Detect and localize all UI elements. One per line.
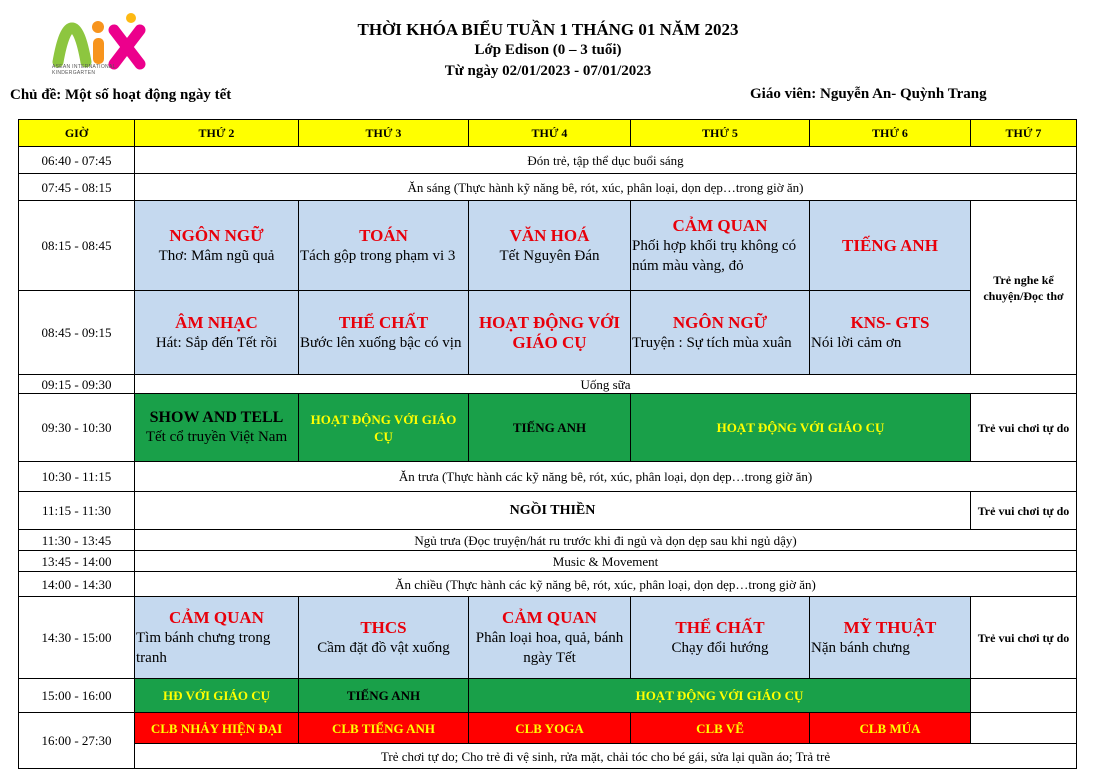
activity-cell: Music & Movement <box>135 551 1077 572</box>
subject: NGÔN NGỮ <box>672 312 768 332</box>
col-thu: THỨ 5 <box>631 120 810 147</box>
lesson-cell <box>631 291 810 375</box>
subject: NGÔN NGỮ <box>169 225 264 245</box>
lesson-desc: Nặn bánh chưng <box>811 639 910 656</box>
col-tue: THỨ 3 <box>299 120 469 147</box>
subject: VĂN HOÁ <box>509 225 590 245</box>
table-row <box>19 394 1077 462</box>
table-row <box>19 291 1077 375</box>
activity-cell: Uống sữa <box>135 375 1077 394</box>
lesson-cell <box>299 291 469 375</box>
lesson-desc: Nói lời cảm ơn <box>811 334 902 351</box>
subject: TOÁN <box>359 225 408 245</box>
lesson-cell <box>469 201 631 291</box>
lesson-desc: Thơ: Mâm ngũ quả <box>158 247 275 264</box>
col-fri: THỨ 6 <box>810 120 971 147</box>
time-cell: 09:15 - 09:30 <box>19 375 135 394</box>
table-row <box>19 530 1077 551</box>
lesson-cell <box>299 201 469 291</box>
lesson-cell <box>469 597 631 679</box>
activity-cell: Trẻ chơi tự do; Cho trẻ đi vệ sinh, rửa mặt, chải tóc cho bé gái, sửa lại quần áo; Trả trẻ <box>135 744 1077 769</box>
lesson-desc: Hát: Sắp đến Tết rồi <box>155 334 278 351</box>
lesson-cell <box>135 597 299 679</box>
class-name: Lớp Edison (0 – 3 tuổi) <box>474 42 622 58</box>
teacher: Giáo viên: Nguyễn An- Quỳnh Trang <box>750 86 987 102</box>
logo-subtitle-line2: KINDERGARTEN <box>52 70 96 76</box>
table-row <box>19 713 1077 744</box>
club-cell: CLB TIẾNG ANH <box>299 713 469 744</box>
activity-cell: Ngủ trưa (Đọc truyện/hát ru trước khi đi ngủ và dọn dẹp sau khi ngủ dậy) <box>135 530 1077 551</box>
time-cell: 15:00 - 16:00 <box>19 679 135 713</box>
club-cell: CLB YOGA <box>469 713 631 744</box>
subject: CẢM QUAN <box>502 607 597 627</box>
subject: MỸ THUẬT <box>843 617 937 637</box>
table-row <box>19 679 1077 713</box>
time-cell: 11:30 - 13:45 <box>19 530 135 551</box>
table-row <box>19 744 1077 769</box>
date-range: Từ ngày 02/01/2023 - 07/01/2023 <box>444 63 652 79</box>
subject: HOẠT ĐỘNG VỚI GIÁO CỤ <box>478 312 621 352</box>
time-cell: 07:45 - 08:15 <box>19 174 135 201</box>
empty-cell <box>971 679 1077 713</box>
activity-cell: Ăn sáng (Thực hành kỹ năng bê, rót, xúc, phân loại, dọn dẹp…trong giờ ăn) <box>135 174 1077 201</box>
col-wed: THỨ 4 <box>469 120 631 147</box>
table-row <box>19 597 1077 679</box>
page-title: THỜI KHÓA BIỂU TUẦN 1 THÁNG 01 NĂM 2023 <box>357 20 739 39</box>
table-row <box>19 462 1077 492</box>
saturday-cell: Trẻ vui chơi tự do <box>971 492 1077 530</box>
time-cell: 14:30 - 15:00 <box>19 597 135 679</box>
lesson-cell <box>299 597 469 679</box>
lesson-cell <box>135 394 299 462</box>
subject: THỂ CHẤT <box>675 617 765 637</box>
lesson-cell <box>135 201 299 291</box>
time-cell: 06:40 - 07:45 <box>19 147 135 174</box>
activity-cell: NGỒI THIỀN <box>135 492 971 530</box>
club-cell: CLB MÚA <box>810 713 971 744</box>
col-mon: THỨ 2 <box>135 120 299 147</box>
empty-cell <box>971 713 1077 744</box>
lesson-cell <box>810 597 971 679</box>
header-row <box>19 120 1077 147</box>
club-cell: CLB NHẢY HIỆN ĐẠI <box>135 713 299 744</box>
subject: ÂM NHẠC <box>175 312 258 332</box>
logo-subtitle-line1: ASEAN INTERNATIONAL <box>52 64 116 70</box>
lesson-cell: HOẠT ĐỘNG VỚI GIÁO CỤ <box>469 679 971 713</box>
time-cell: 08:45 - 09:15 <box>19 291 135 375</box>
table-row <box>19 375 1077 394</box>
lesson-cell: HOẠT ĐỘNG VỚI GIÁO CỤ <box>299 394 469 462</box>
lesson-desc: Tìm bánh chưng trong tranh <box>136 629 271 666</box>
lesson-desc: Phối hợp khối trụ không có núm màu vàng, đỏ <box>632 237 797 274</box>
col-sat: THỨ 7 <box>971 120 1077 147</box>
time-cell: 11:15 - 11:30 <box>19 492 135 530</box>
table-row <box>19 492 1077 530</box>
time-cell: 14:00 - 14:30 <box>19 572 135 597</box>
subject: SHOW AND TELL <box>149 409 284 426</box>
lesson-desc: Tết cổ truyền Việt Nam <box>145 429 288 445</box>
lesson-cell <box>135 291 299 375</box>
table-row <box>19 174 1077 201</box>
saturday-cell: Trẻ vui chơi tự do <box>971 597 1077 679</box>
lesson-cell <box>631 201 810 291</box>
saturday-cell: Trẻ nghe kể chuyện/Đọc thơ <box>971 201 1077 375</box>
saturday-cell: Trẻ vui chơi tự do <box>971 394 1077 462</box>
lesson-desc: Chạy đổi hướng <box>671 639 769 656</box>
time-cell: 13:45 - 14:00 <box>19 551 135 572</box>
club-cell: CLB VẼ <box>631 713 810 744</box>
table-row <box>19 572 1077 597</box>
lesson-desc: Tết Nguyên Đán <box>499 247 600 264</box>
lesson-cell <box>810 201 971 291</box>
lesson-desc: Tách gộp trong phạm vi 3 <box>300 247 456 264</box>
timetable <box>18 119 1077 769</box>
subject: KNS- GTS <box>850 312 930 332</box>
subject: THỂ CHẤT <box>338 312 429 332</box>
lesson-desc: Cầm đặt đồ vật xuống <box>317 639 450 656</box>
lesson-cell: HOẠT ĐỘNG VỚI GIÁO CỤ <box>631 394 971 462</box>
lesson-cell: HĐ VỚI GIÁO CỤ <box>135 679 299 713</box>
time-cell: 16:00 - 27:30 <box>19 713 135 769</box>
lesson-desc: Phân loại hoa, quả, bánh ngày Tết <box>475 629 624 666</box>
lesson-desc: Bước lên xuống bậc có vịn <box>300 334 462 351</box>
lesson-cell: TIẾNG ANH <box>299 679 469 713</box>
table-row <box>19 551 1077 572</box>
time-cell: 10:30 - 11:15 <box>19 462 135 492</box>
topic: Chủ đề: Một số hoạt động ngày tết <box>10 87 232 103</box>
activity-cell: Đón trẻ, tập thể dục buổi sáng <box>135 147 1077 174</box>
subject: CẢM QUAN <box>672 215 768 235</box>
table-row <box>19 147 1077 174</box>
lesson-cell <box>631 597 810 679</box>
lesson-desc: Truyện : Sự tích mùa xuân <box>632 334 792 351</box>
activity-cell: Ăn trưa (Thực hành các kỹ năng bê, rót, xúc, phân loại, dọn dẹp…trong giờ ăn) <box>135 462 1077 492</box>
time-cell: 09:30 - 10:30 <box>19 394 135 462</box>
subject: THCS <box>360 617 407 637</box>
lesson-cell: TIẾNG ANH <box>469 394 631 462</box>
activity-cell: Ăn chiều (Thực hành các kỹ năng bê, rót, xúc, phân loại, dọn dẹp…trong giờ ăn) <box>135 572 1077 597</box>
time-cell: 08:15 - 08:45 <box>19 201 135 291</box>
subject: CẢM QUAN <box>169 607 264 627</box>
table-row <box>19 201 1077 291</box>
subject: TIẾNG ANH <box>842 235 938 255</box>
lesson-cell <box>810 291 971 375</box>
lesson-cell <box>469 291 631 375</box>
col-time: GIỜ <box>19 120 135 147</box>
